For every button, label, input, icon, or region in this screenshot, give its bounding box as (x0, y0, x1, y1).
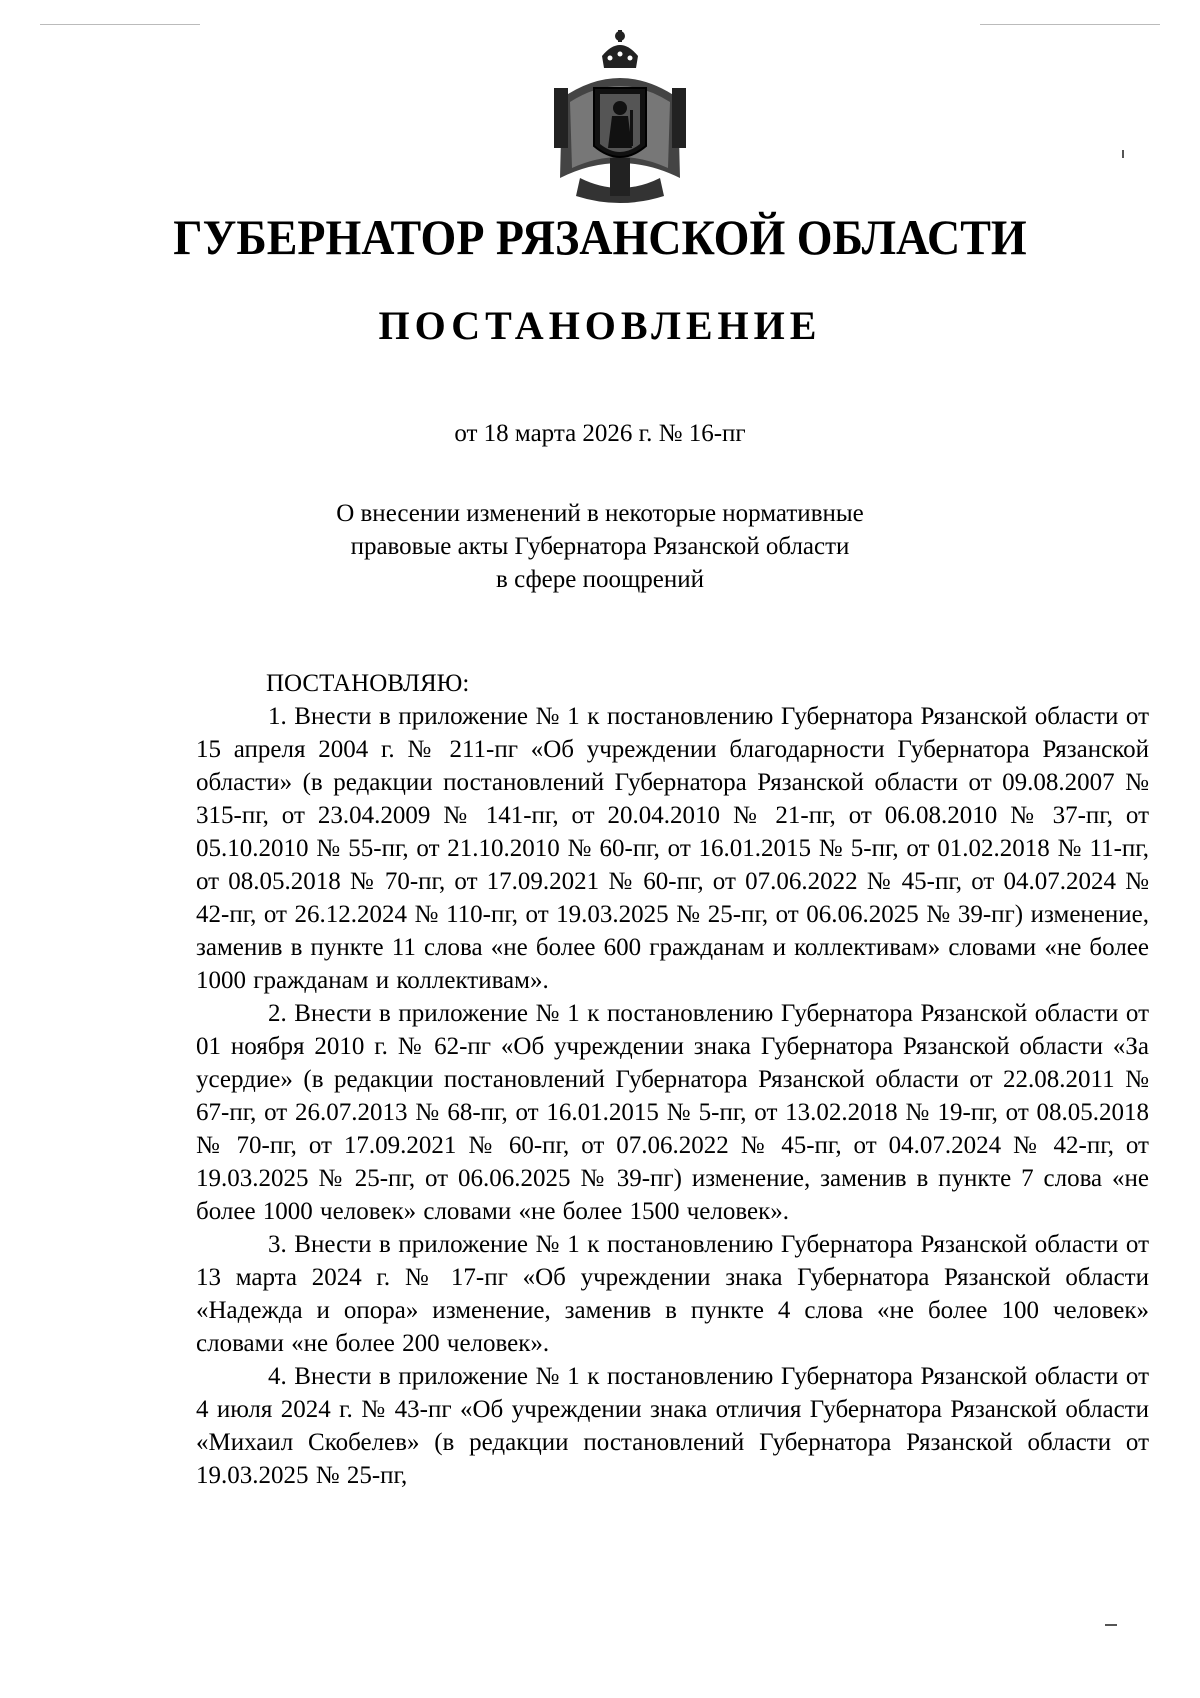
scan-speck (1105, 1624, 1117, 1626)
paragraph-2: 2. Внести в приложение № 1 к постановлению Губернатора Рязанской области от 01 ноября 2010 г. № 62-пг «Об учреждении знака Губернатора Рязанской области «За усердие» (в редакции постановлений Губернатора Рязанской области от 22.08.2011 № 67-пг, от 26.07.2013 № 68-пг, от 16.01.2015 № 5-пг, от 13.02.2018 № 19-пг, от 08.05.2018 № 70-пг, от 17.09.2021 № 60-пг, от 07.06.2022 № 45-пг, от 04.07.2024 № 42-пг, от 19.03.2025 № 25-пг, от 06.06.2025 № 39-пг) изменение, заменив в пункте 7 слова «не более 1000 человек» словами «не более 1500 человек». (196, 1000, 1149, 1225)
subject-line: в сфере поощрений (496, 566, 704, 593)
subject-line: правовые акты Губернатора Рязанской области (350, 533, 850, 560)
scan-edge-line (40, 24, 200, 25)
decree-word: ПОСТАНОВЛЯЮ: (266, 670, 470, 697)
authority-title: ГУБЕРНАТОР РЯЗАНСКОЙ ОБЛАСТИ (173, 209, 1027, 265)
scan-speck (1122, 150, 1124, 158)
scan-edge-line (980, 24, 1160, 25)
document-type: ПОСТАНОВЛЕНИЕ (378, 303, 822, 348)
subject-line: О внесении изменений в некоторые нормативные (336, 500, 864, 527)
document-subject (0, 497, 1200, 596)
paragraph-3: 3. Внести в приложение № 1 к постановлению Губернатора Рязанской области от 13 марта 2024 г. № 17-пг «Об учреждении знака Губернатора Рязанской области «Надежда и опора» изменение, заменив в пункте 4 слова «не более 100 человек» словами «не более 200 человек». (196, 1231, 1149, 1357)
paragraph-4: 4. Внести в приложение № 1 к постановлению Губернатора Рязанской области от 4 июля 2024 г. № 43-пг «Об учреждении знака отличия Губернатора Рязанской области «Михаил Скобелев» (в редакции постановлений Губернатора Рязанской области от 19.03.2025 № 25-пг, (196, 1363, 1149, 1489)
document-date-number: от 18 марта 2026 г. № 16-пг (454, 420, 746, 447)
paragraph-1: 1. Внести в приложение № 1 к постановлению Губернатора Рязанской области от 15 апреля 2004 г. № 211-пг «Об учреждении благодарности Губернатора Рязанской области» (в редакции постановлений Губернатора Рязанской области от 09.08.2007 № 315-пг, от 23.04.2009 № 141-пг, от 20.04.2010 № 21-пг, от 06.08.2010 № 37-пг, от 05.10.2010 № 55-пг, от 21.10.2010 № 60-пг, от 16.01.2015 № 5-пг, от 01.02.2018 № 11-пг, от 08.05.2018 № 70-пг, от 17.09.2021 № 60-пг, от 07.06.2022 № 45-пг, от 04.07.2024 № 42-пг, от 26.12.2024 № 110-пг, от 19.03.2025 № 25-пг, от 06.06.2025 № 39-пг) изменение, заменив в пункте 11 слова «не более 600 гражданам и коллективам» словами «не более 1000 гражданам и коллективам». (196, 703, 1149, 994)
document-body (196, 667, 1149, 1492)
ryazan-coat-of-arms-icon (540, 28, 700, 208)
